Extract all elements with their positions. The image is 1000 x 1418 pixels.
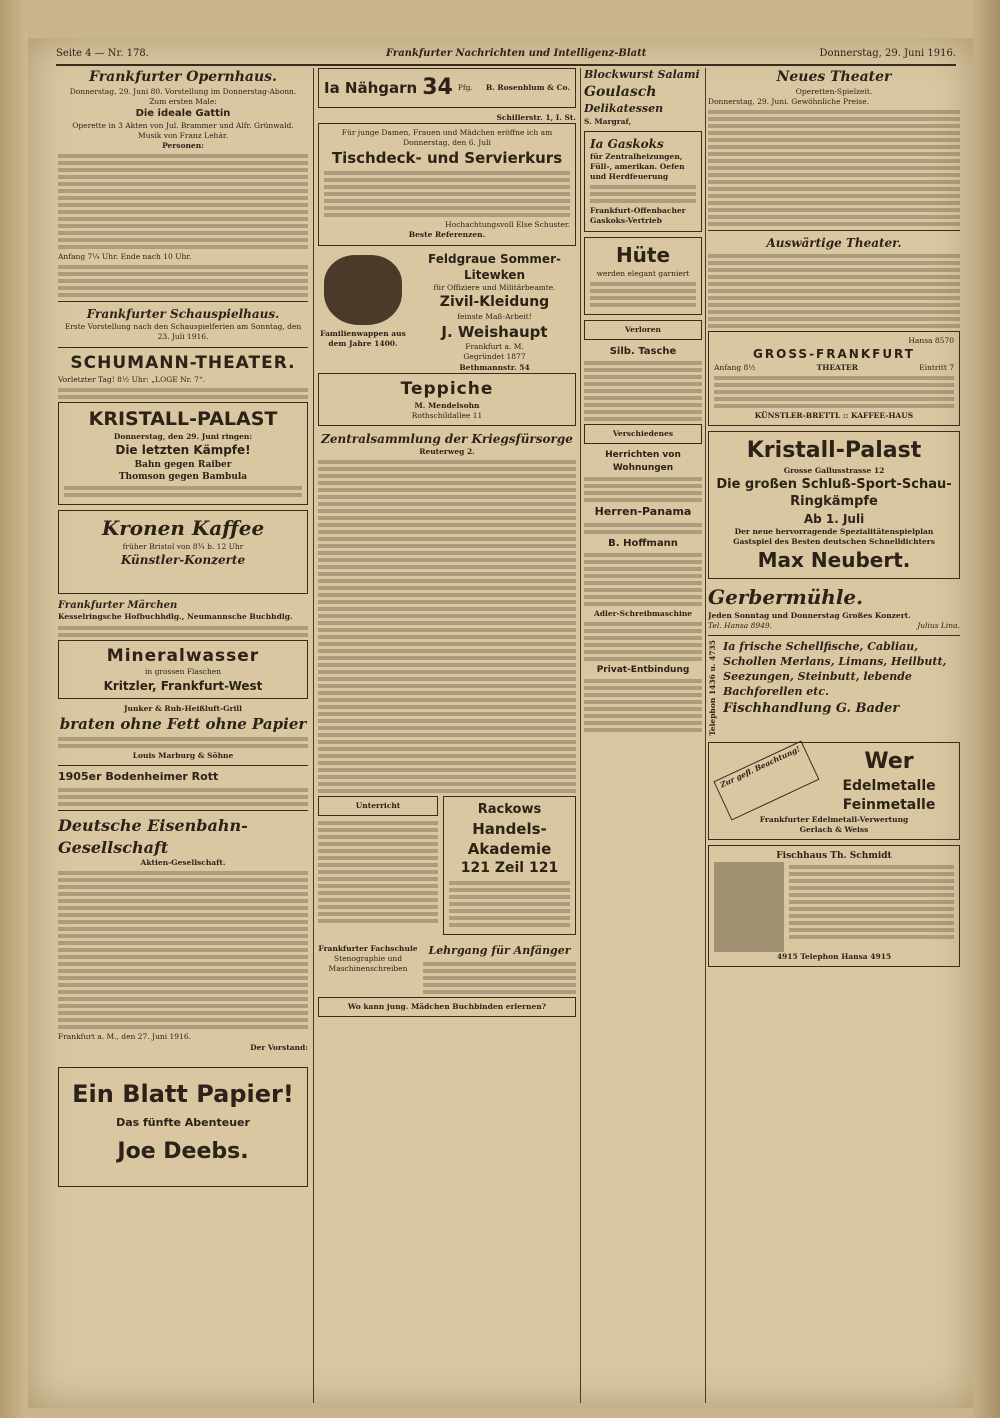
wurst-title: Blockwurst Salami (584, 68, 700, 81)
bahn-sign: Der Vorstand: (250, 1042, 308, 1052)
fein-title: Feinmetalle (842, 796, 936, 813)
teppiche-title: Teppiche (400, 378, 494, 399)
lost-text (584, 361, 702, 421)
opera-line: Donnerstag, 29. Juni 80. Vorstellung im Donnerstag-Abonn. (69, 86, 297, 96)
blatt-name: Joe Deebs. (117, 1138, 249, 1164)
herrichten-text (584, 477, 702, 502)
schmidt-text (789, 862, 954, 952)
edel-owner: Gerlach & Weiss (799, 825, 869, 834)
bahn-sub: Aktien-Gesellschaft. (140, 858, 226, 868)
naehgarn-ad (318, 68, 576, 108)
mineral-title: Mineralwasser (106, 645, 260, 666)
opera-persons-heading: Personen: (162, 140, 204, 150)
kristall-sub: Die letzten Kämpfe! (115, 443, 251, 458)
privat-text (584, 679, 702, 732)
kp-addr: Grosse Gallusstrasse 12 (783, 465, 885, 475)
blatt-sub: Das fünfte Abenteuer (116, 1116, 250, 1130)
verschiedenes-heading: Verschiedenes (584, 424, 702, 444)
opera-line: Musik von Franz Lehár. (138, 130, 228, 140)
kp-name: Max Neubert. (757, 548, 911, 573)
blatt-papier-ad (58, 1067, 308, 1187)
weishaupt-addr: Bethmannstr. 54 (459, 362, 530, 372)
weishaupt-name: J. Weishaupt (441, 323, 548, 342)
lehrgang-text (423, 962, 576, 994)
page-edge-left (0, 0, 28, 1418)
kp-program: Der neue hervorragende Spezialitätenspielplan (734, 526, 934, 536)
fachschule-title: Frankfurter Fachschule (318, 944, 418, 954)
panama-text (584, 523, 702, 534)
kronen-detail: früher Bristol von 8¾ b. 12 Uhr (122, 541, 244, 551)
page-header (56, 46, 956, 66)
schmidt-footer: 4915 Telephon Hansa 4915 (776, 952, 892, 962)
page-edge-right (973, 0, 1000, 1418)
weishaupt-city: Frankfurt a. M. (465, 342, 524, 352)
unterricht-title: Unterricht (318, 796, 438, 816)
grill-slogan: braten ohne Fett ohne Papier (59, 714, 307, 733)
gross-frankfurt-ad (708, 331, 960, 426)
litewken-title: Feldgraue Sommer-Litewken (428, 251, 561, 282)
kp-date: Ab 1. Juli (803, 511, 865, 526)
gerber-title: Gerbermühle. (708, 585, 864, 610)
gross-hansa: Hansa 8570 (908, 336, 954, 346)
kp-guest: Gastspiel des Besten deutschen Schnelldichters (733, 537, 935, 547)
grill-title: Junker & Ruh-Heißluft-Grill (123, 703, 243, 713)
huete-ad (584, 237, 702, 315)
bahn-date: Frankfurt a. M., den 27. Juni 1916. (58, 1032, 191, 1042)
opera-times: Anfang 7¼ Uhr. Ende nach 10 Uhr. (58, 252, 192, 262)
wine-title: 1905er Bodenheimer Rott (58, 770, 219, 784)
weishaupt-year: Gegründet 1877 (463, 352, 526, 362)
column-4 (708, 68, 960, 1403)
neues-line: Donnerstag, 29. Juni. Gewöhnliche Preise. (708, 97, 870, 107)
litewken-sub: für Offiziere und Militärbeamte. (433, 282, 556, 292)
bahn-title: Deutsche Eisenbahn-Gesellschaft (58, 816, 248, 857)
opera-play-title: Die ideale Gattin (135, 108, 231, 120)
maerchen-title: Frankfurter Märchen (58, 599, 178, 611)
krieg-addr: Reuterweg 2. (419, 447, 475, 457)
teppiche-ad (318, 373, 576, 426)
kristall-bout: Bahn gegen Raiber (134, 459, 232, 470)
delikat-title: Delikatessen (584, 101, 664, 115)
schauspiel-line: Erste Vorstellung nach den Schauspielferien am Sonntag, den 23. Juli 1916. (64, 322, 302, 342)
lehrgang-ad (423, 944, 576, 997)
tisch-title: Tischdeck- und Servierkurs (331, 149, 563, 168)
fachschule-ad (318, 944, 418, 997)
fisch-firm: Fischhandlung G. Bader (723, 700, 900, 716)
grill-firm: Louis Marburg & Söhne (132, 751, 234, 761)
mineral-sub: in grossen Flaschen (144, 667, 222, 677)
family-crest-icon (324, 255, 402, 325)
gerber-owner: Julius Lina. (917, 621, 960, 631)
kristall-details (64, 486, 302, 497)
kronen-name: Kronen Kaffee (101, 515, 265, 540)
kronen-kaffee-ad (58, 510, 308, 594)
panama-title: Herren-Panama (594, 504, 692, 518)
gross-text (714, 376, 954, 408)
fish-illustration-icon (714, 862, 784, 952)
blatt-title: Ein Blatt Papier! (72, 1079, 294, 1108)
schumann-line: Vorletzter Tag! 8½ Uhr: „LOGE Nr. 7“. (58, 374, 206, 384)
krieg-title: Zentralsammlung der Kriegsfürsorge (321, 431, 573, 446)
gaskoks-text (590, 185, 696, 203)
gross-title: GROSS-FRANKFURT (753, 347, 915, 362)
schumann-title: SCHUMANN-THEATER. (70, 352, 296, 373)
teppiche-firm: M. Mendelsohn (414, 400, 480, 410)
kristall-bout: Thomson gegen Bambula (118, 471, 248, 482)
page-number: Seite 4 — Nr. 178. (56, 48, 149, 59)
goulash-title: Goulasch (584, 83, 657, 100)
column-1 (58, 68, 308, 1403)
schmidt-title: Fischhaus Th. Schmidt (776, 851, 892, 862)
zivil-sub: feinste Maß-Arbeit! (457, 311, 532, 321)
rackow-ad (443, 796, 576, 935)
newspaper-title: Frankfurter Nachrichten und Intelligenz-Blatt (386, 48, 647, 59)
edelmetall-ad (708, 742, 960, 840)
naehgarn-firm: B. Rosenblum & Co. (485, 82, 570, 92)
column-rule (580, 68, 581, 1403)
wine-details (58, 788, 308, 806)
wer-title: Wer (864, 749, 914, 775)
tisch-intro: Für junge Damen, Frauen und Mädchen eröffne ich am Donnerstag, den 6. Juli (341, 127, 553, 147)
bahn-text (58, 871, 308, 1029)
buchbinden-ad: Wo kann jung. Mädchen Buchbinden erlernen? (318, 997, 576, 1017)
teppiche-addr: Rothschildallee 11 (411, 410, 483, 420)
naehgarn-price: 34 (422, 75, 453, 100)
fischhaus-schmidt-ad (708, 845, 960, 967)
huete-sub: werden elegant garniert (596, 268, 690, 278)
auswaertige-text (708, 254, 960, 328)
column-3 (584, 68, 702, 1403)
lehrgang-title: Lehrgang für Anfänger (428, 944, 571, 958)
neues-text (708, 110, 960, 226)
neues-sub: Operetten-Spielzeit. (795, 86, 873, 96)
gaskoks-title: Ia Gaskoks (590, 136, 664, 151)
opera-notes (58, 265, 308, 297)
unterricht-text (318, 821, 438, 923)
mineral-ad (58, 640, 308, 699)
fisch-text: Ia frische Schellfische, Cabliau, Schollen Merlans, Limans, Heilbutt, Seezungen, Steinbutt, lebende Bachforellen etc. (723, 640, 947, 699)
rackow-addr: 121 Zeil 121 (460, 860, 559, 877)
opera-line: Operette in 3 Akten von Jul. Brammer und Alfr. Grünwald. (72, 120, 294, 130)
rackow-title: Rackows (477, 802, 542, 818)
kristall-title: KRISTALL-PALAST (88, 407, 278, 430)
tisch-text (324, 171, 570, 217)
krieg-text (318, 460, 576, 793)
gerber-sub: Jeden Sonntag und Donnerstag Großes Konzert. (708, 611, 911, 621)
gross-anfang: Anfang 8½ (714, 362, 756, 372)
tisch-ref: Beste Referenzen. (408, 230, 486, 240)
education-ads (318, 796, 576, 940)
fachschule-ads (318, 944, 576, 997)
gerber-tel: Tel. Hansa 8949. (708, 621, 773, 631)
edel-stamp: Zur gefl. Beachtung! (713, 741, 819, 821)
gaskoks-firm: Frankfurt-Offenbacher Gaskoks-Vertrieb (590, 206, 686, 226)
gaskoks-ad (584, 131, 702, 232)
hoffmann-name: B. Hoffmann (608, 537, 678, 549)
privat-title: Privat-Entbindung (596, 665, 690, 676)
column-rule (705, 68, 706, 1403)
naehgarn-addr: Schillerstr. 1, I. St. (496, 112, 576, 122)
herrichten-title: Herrichten von Wohnungen (605, 450, 681, 473)
gross-eintritt: Eintritt 7 (919, 362, 954, 372)
naehgarn-title: Ia Nähgarn (324, 78, 418, 97)
kp-sub: Die großen Schluß-Sport-Schau-Ringkämpfe (716, 476, 952, 510)
opera-cast-list (58, 154, 308, 249)
schauspiel-title: Frankfurter Schauspielhaus. (86, 307, 280, 322)
fisch-ad (708, 640, 960, 736)
naehgarn-unit: Pfg. (457, 82, 473, 92)
kp-title: Kristall-Palast (746, 437, 922, 463)
grill-details (58, 737, 308, 748)
kronen-sub: Künstler-Konzerte (120, 553, 246, 567)
page-date: Donnerstag, 29. Juni 1916. (819, 48, 956, 59)
huete-title: Hüte (615, 242, 671, 267)
gross-theater: THEATER (816, 362, 858, 372)
gaskoks-sub: für Zentralheizungen, Füll-, amerikan. Oefen und Herdfeuerung (590, 151, 685, 182)
mineral-firm: Kritzler, Frankfurt-West (103, 678, 263, 693)
zivil-title: Zivil-Kleidung (439, 294, 550, 311)
kristall-line: Donnerstag, den 29. Juni ringen: (113, 432, 253, 442)
neues-title: Neues Theater (776, 69, 892, 85)
opera-title: Frankfurter Opernhaus. (89, 69, 277, 85)
tasche-title: Silb. Tasche (609, 345, 677, 357)
misc-text (584, 553, 702, 606)
adler-text (584, 622, 702, 661)
gross-footer: KÜNSTLER-BRETTL :: KAFFEE-HAUS (754, 410, 914, 420)
maerchen-details (58, 626, 308, 637)
fisch-tel: Telephon 1436 u. 4735 (708, 640, 717, 737)
edel-firm: Frankfurter Edelmetall-Verwertung (759, 814, 909, 824)
adler-title: Adler-Schreibmaschine (593, 609, 693, 619)
fachschule-sub: Stenographie und Maschinenschreiben (328, 954, 408, 974)
column-2 (318, 68, 576, 1403)
auswaertige-title: Auswärtige Theater. (766, 236, 902, 251)
kristall-palast-ad (708, 431, 960, 579)
verloren-heading: Verloren (584, 320, 702, 340)
weishaupt-ad (318, 251, 576, 373)
rackow-name: Handels-Akademie (467, 819, 552, 858)
tisch-sign: Hochachtungsvoll Else Schuster. (445, 220, 570, 230)
rackow-text (449, 881, 570, 927)
edel-title: Edelmetalle (842, 778, 936, 795)
kristall-ad (58, 402, 308, 505)
margraf-name: S. Margraf, (584, 116, 632, 126)
schumann-details (58, 388, 308, 399)
opera-line: Zum ersten Male: (149, 97, 217, 107)
maerchen-sub: Kesselringsche Hofbuchhdlg., Neumannsche Buchhdlg. (58, 612, 293, 622)
huete-text (590, 282, 696, 307)
familie-caption: Familienwappen aus dem Jahre 1400. (320, 328, 406, 348)
column-rule (313, 68, 314, 1403)
tischdeck-ad (318, 123, 576, 246)
